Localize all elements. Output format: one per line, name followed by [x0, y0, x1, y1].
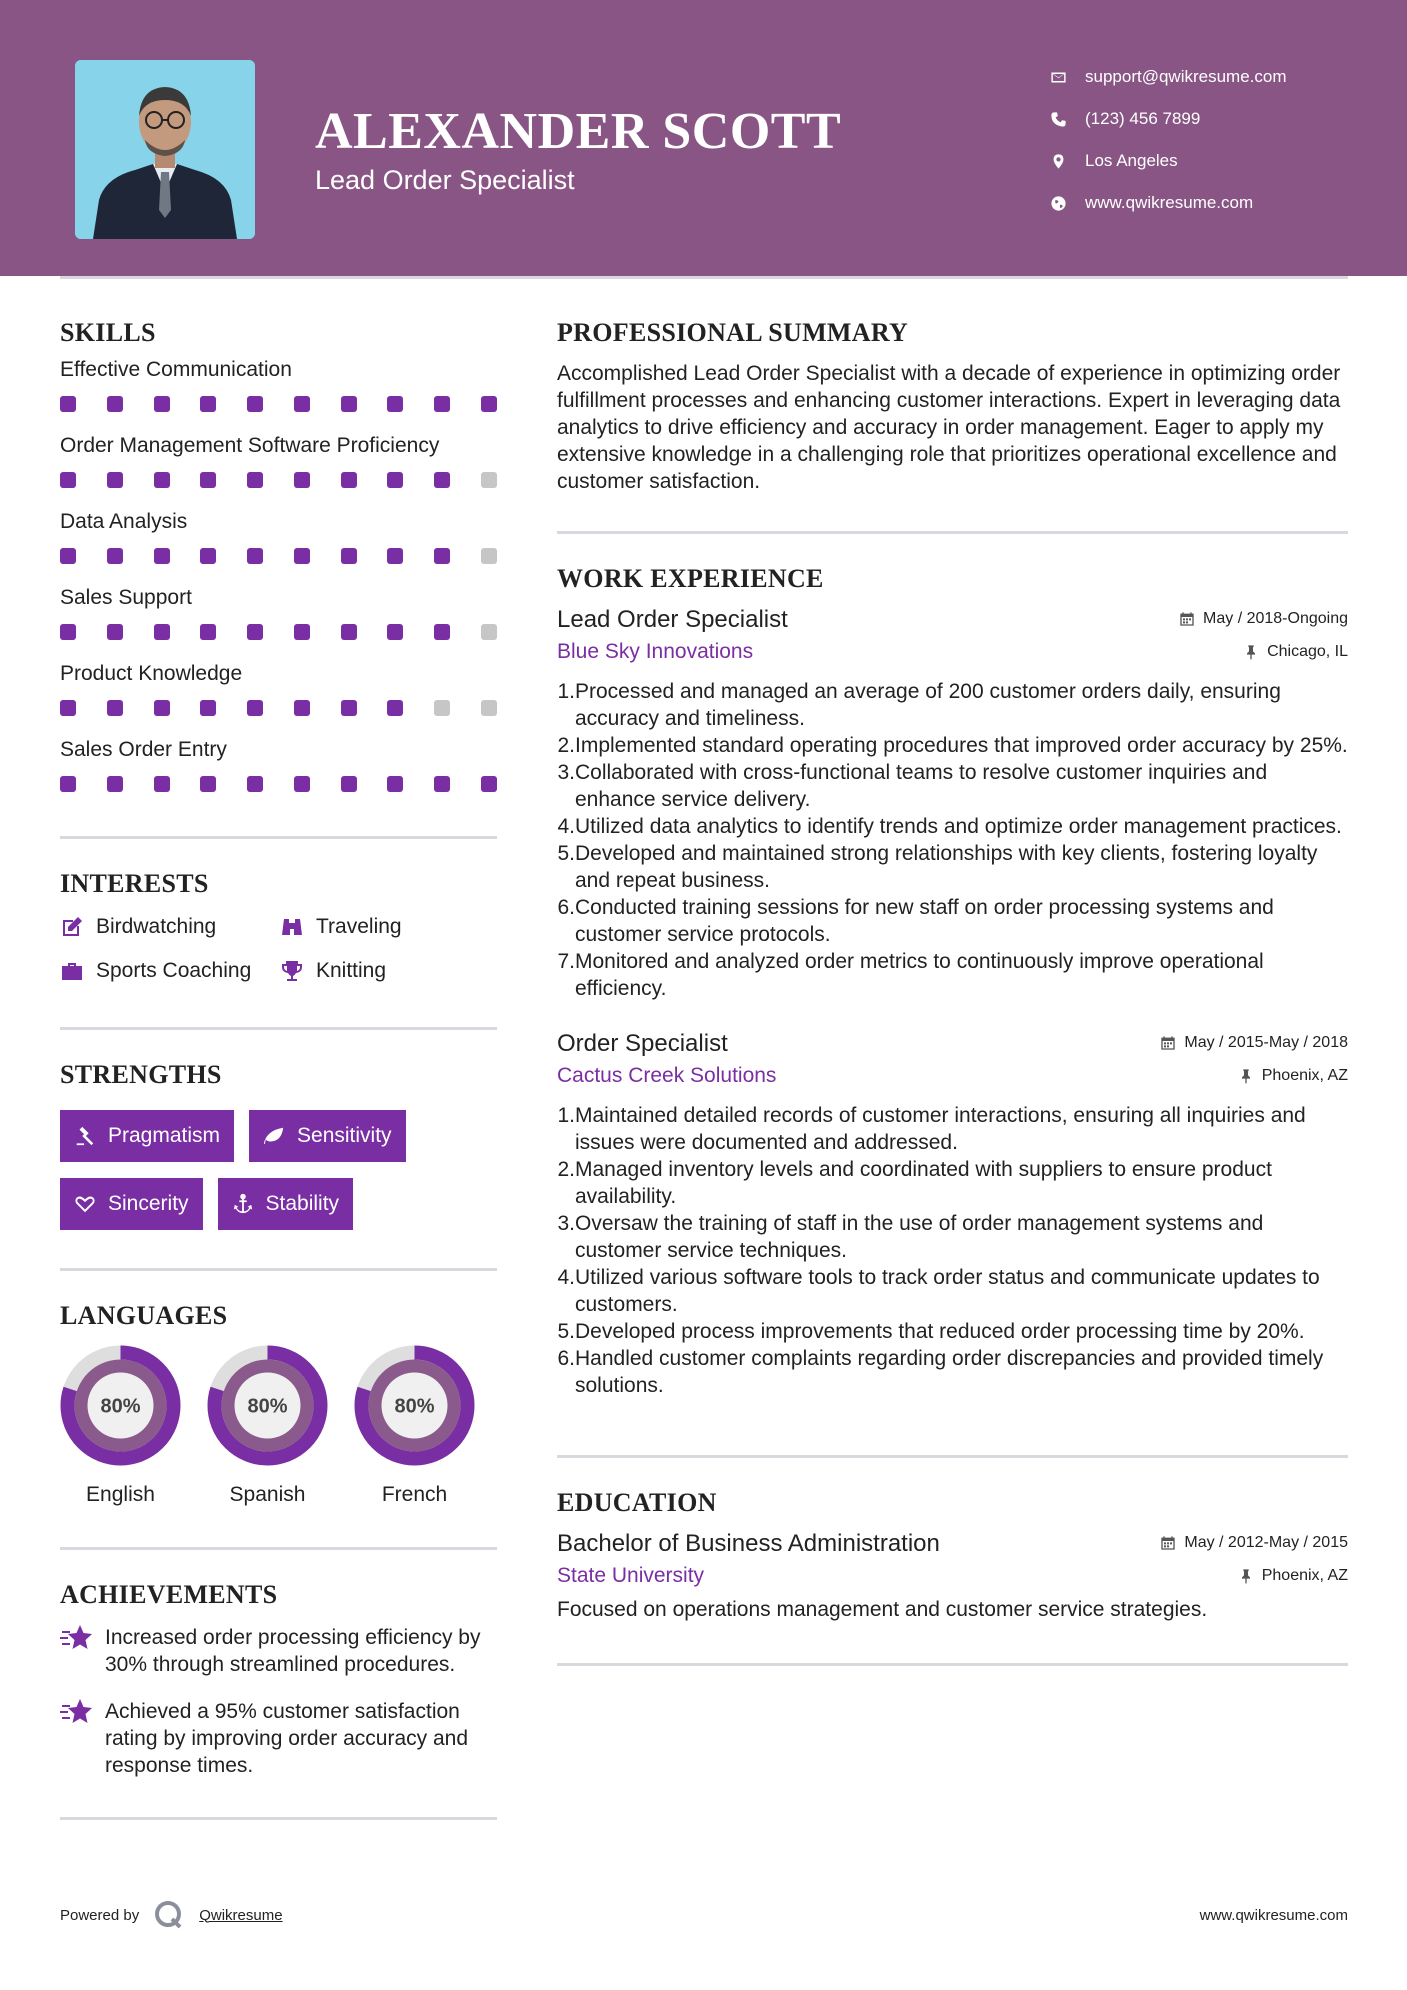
strength-tag [218, 1178, 354, 1230]
skill-name: Data Analysis [60, 510, 188, 533]
rating-dot-filled [107, 776, 123, 792]
skill-rating [60, 396, 497, 414]
skill-rating [60, 548, 497, 566]
pushpin-icon [1238, 1568, 1254, 1584]
section-divider [60, 836, 497, 839]
bullet-item [557, 759, 1348, 813]
rating-dot-filled [341, 624, 357, 640]
skill-name: Sales Support [60, 586, 192, 609]
bullet-item [557, 1102, 1348, 1156]
rating-dot-filled [434, 472, 450, 488]
bullet-text: Developed process improvements that reduced order processing time by 20%. [575, 1320, 1305, 1343]
contact-email[interactable] [1050, 56, 1380, 98]
contact-location-text: Los Angeles [1085, 151, 1178, 170]
rating-dot-filled [107, 472, 123, 488]
job-dates-text: May / 2015-May / 2018 [1184, 1034, 1348, 1051]
bullet-text: Collaborated with cross-functional teams to resolve customer inquiries and enhance service delivery. [575, 761, 1268, 811]
rating-dot-filled [294, 396, 310, 412]
left-column [60, 318, 497, 1820]
candidate-title: Lead Order Specialist [315, 165, 575, 195]
skill-rating [60, 472, 497, 490]
language-item [207, 1345, 328, 1507]
anchor-icon [232, 1193, 254, 1215]
strength-label: Sensitivity [297, 1124, 392, 1147]
bullet-item [557, 1318, 1348, 1345]
contact-list [1050, 56, 1380, 224]
bullet-item [557, 813, 1348, 840]
education-entry [557, 1530, 1348, 1623]
leaf-icon [263, 1125, 285, 1147]
education-location-text: Phoenix, AZ [1261, 1567, 1348, 1584]
bullet-number: 6. [557, 896, 575, 919]
rating-dot-filled [387, 548, 403, 564]
rating-dot-empty [481, 472, 497, 488]
bullet-text: Monitored and analyzed order metrics to continuously improve operational efficiency. [575, 950, 1264, 1000]
bullet-number: 5. [557, 842, 575, 865]
skill-rating [60, 624, 497, 642]
achievements-heading: ACHIEVEMENTS [60, 1580, 278, 1609]
bullet-item [557, 840, 1348, 894]
job-location [1238, 1067, 1348, 1085]
job-entry [557, 606, 1348, 1002]
strength-label: Stability [265, 1192, 340, 1215]
rating-dot-filled [60, 396, 76, 412]
trophy-icon [280, 959, 304, 983]
strength-tag [60, 1110, 234, 1162]
interest-item [280, 913, 500, 941]
page-footer [60, 1900, 1348, 1930]
language-name: Spanish [229, 1483, 306, 1506]
bullet-number: 4. [557, 815, 575, 838]
bullet-number: 4. [557, 1266, 575, 1289]
language-ring [354, 1345, 475, 1466]
rating-dot-filled [247, 548, 263, 564]
phone-icon [1050, 111, 1067, 128]
rating-dot-filled [481, 396, 497, 412]
rating-dot-filled [294, 624, 310, 640]
bullet-text: Handled customer complaints regarding order discrepancies and provided timely solutions. [575, 1347, 1324, 1397]
company-name: Cactus Creek Solutions [557, 1064, 777, 1087]
mail-icon [1050, 69, 1067, 86]
bullet-text: Conducted training sessions for new staff on order processing systems and customer service protocols. [575, 896, 1274, 946]
language-percent: 80% [394, 1395, 435, 1418]
education-description: Focused on operations management and customer service strategies. [557, 1598, 1208, 1621]
calendar-icon [1160, 1035, 1176, 1051]
job-dates-text: May / 2018-Ongoing [1203, 610, 1348, 627]
bullet-number: 1. [557, 1104, 575, 1127]
job-dates [1160, 1034, 1348, 1052]
pushpin-icon [1243, 644, 1259, 660]
rating-dot-filled [107, 548, 123, 564]
rating-dot-empty [481, 624, 497, 640]
bullet-number: 5. [557, 1320, 575, 1343]
rating-dot-filled [294, 700, 310, 716]
job-title: Order Specialist [557, 1030, 728, 1057]
rating-dot-filled [247, 776, 263, 792]
interests-heading: INTERESTS [60, 869, 209, 898]
rating-dot-filled [154, 700, 170, 716]
rating-dot-filled [60, 624, 76, 640]
contact-website-text: www.qwikresume.com [1085, 193, 1254, 212]
resume-header [0, 0, 1407, 276]
rating-dot-filled [387, 472, 403, 488]
achievement-text: Increased order processing efficiency by 30% through streamlined procedures. [105, 1626, 481, 1676]
education-heading: EDUCATION [557, 1488, 717, 1517]
bullet-text: Utilized data analytics to identify trends and optimize order management practices. [575, 815, 1342, 838]
brand-link[interactable]: Qwikresume [199, 1906, 283, 1924]
section-divider [557, 531, 1348, 534]
section-divider [557, 1455, 1348, 1458]
rating-dot-filled [434, 396, 450, 412]
job-bullets [557, 678, 1348, 1002]
rating-dot-filled [387, 624, 403, 640]
degree-title: Bachelor of Business Administration [557, 1530, 940, 1557]
bullet-item [557, 894, 1348, 948]
rating-dot-empty [481, 548, 497, 564]
bullet-number: 7. [557, 950, 575, 973]
contact-phone-text: (123) 456 7899 [1085, 109, 1201, 128]
interest-item [60, 957, 280, 985]
rating-dot-filled [60, 776, 76, 792]
achievement-text: Achieved a 95% customer satisfaction rating by improving order accuracy and response times. [105, 1700, 469, 1777]
rating-dot-filled [60, 472, 76, 488]
profile-photo [75, 60, 255, 239]
contact-location [1050, 140, 1380, 182]
skills-list [60, 358, 497, 794]
contact-phone[interactable] [1050, 98, 1380, 140]
language-percent: 80% [100, 1395, 141, 1418]
language-item [60, 1345, 181, 1507]
interest-label: Knitting [316, 959, 387, 982]
rating-dot-filled [247, 472, 263, 488]
rating-dot-filled [60, 548, 76, 564]
rating-dot-filled [60, 700, 76, 716]
rating-dot-filled [154, 396, 170, 412]
rating-dot-filled [154, 472, 170, 488]
rating-dot-filled [200, 776, 216, 792]
skill-rating [60, 700, 497, 718]
achievement-item [60, 1698, 497, 1779]
interest-label: Traveling [316, 915, 402, 938]
rating-dot-filled [107, 624, 123, 640]
binoculars-icon [280, 915, 304, 939]
right-column [557, 318, 1348, 1666]
languages-heading: LANGUAGES [60, 1301, 228, 1330]
rating-dot-filled [107, 700, 123, 716]
qwikresume-logo-icon [153, 1899, 185, 1931]
bullet-number: 2. [557, 1158, 575, 1181]
section-divider [60, 1268, 497, 1271]
interest-item [60, 913, 280, 941]
bullet-item [557, 1345, 1348, 1399]
language-name: English [86, 1483, 155, 1506]
experience-heading: WORK EXPERIENCE [557, 564, 824, 593]
bullet-text: Developed and maintained strong relationships with key clients, fostering loyalty and repeat business. [575, 842, 1318, 892]
skill-rating [60, 776, 497, 794]
rating-dot-filled [200, 548, 216, 564]
contact-email-text: support@qwikresume.com [1085, 67, 1287, 86]
pushpin-icon [1238, 1068, 1254, 1084]
bullet-text: Oversaw the training of staff in the use of order management systems and customer service techniques. [575, 1212, 1264, 1262]
section-divider [60, 1547, 497, 1550]
bullet-item [557, 1210, 1348, 1264]
rating-dot-filled [294, 472, 310, 488]
section-divider [60, 1817, 497, 1820]
education-dates-text: May / 2012-May / 2015 [1184, 1534, 1348, 1551]
heart-icon [74, 1193, 96, 1215]
bullet-number: 2. [557, 734, 575, 757]
bullet-text: Processed and managed an average of 200 customer orders daily, ensuring accuracy and timeliness. [575, 680, 1281, 730]
job-bullets [557, 1102, 1348, 1399]
summary-text: Accomplished Lead Order Specialist with a decade of experience in optimizing order fulfillment processes and enhancing customer interactions. Expert in leveraging data analytics to drive efficiency and accuracy in order management. Eager to apply my extensive knowledge in a challenging role that prioritizes operational excellence and customer satisfaction. [557, 362, 1341, 493]
bullet-item [557, 1156, 1348, 1210]
rating-dot-filled [154, 624, 170, 640]
summary-heading: PROFESSIONAL SUMMARY [557, 318, 909, 347]
job-location-text: Chicago, IL [1267, 643, 1348, 660]
strength-tag [60, 1178, 203, 1230]
bullet-number: 1. [557, 680, 575, 703]
strength-label: Sincerity [108, 1192, 189, 1215]
languages-list [60, 1345, 497, 1507]
bullet-item [557, 732, 1348, 759]
rating-dot-filled [434, 548, 450, 564]
bullet-item [557, 1264, 1348, 1318]
rating-dot-filled [247, 624, 263, 640]
achievement-item [60, 1624, 497, 1678]
bullet-number: 3. [557, 1212, 575, 1235]
education-location [1238, 1567, 1348, 1585]
rating-dot-filled [200, 472, 216, 488]
skill-name: Product Knowledge [60, 662, 243, 685]
achievements-list [60, 1624, 497, 1779]
rating-dot-filled [341, 776, 357, 792]
footer-url[interactable]: www.qwikresume.com [1199, 1906, 1348, 1924]
skill-name: Sales Order Entry [60, 738, 227, 761]
rating-dot-filled [107, 396, 123, 412]
language-ring [60, 1345, 181, 1466]
job-title: Lead Order Specialist [557, 606, 788, 633]
rating-dot-filled [387, 700, 403, 716]
job-location-text: Phoenix, AZ [1261, 1067, 1348, 1084]
calendar-icon [1179, 611, 1195, 627]
location-pin-icon [1050, 153, 1067, 170]
bullet-text: Managed inventory levels and coordinated with suppliers to ensure product availability. [575, 1158, 1272, 1208]
company-name: Blue Sky Innovations [557, 640, 754, 663]
job-location [1243, 643, 1348, 661]
skills-heading: SKILLS [60, 318, 156, 347]
rating-dot-filled [247, 700, 263, 716]
school-name: State University [557, 1564, 705, 1587]
language-ring [207, 1345, 328, 1466]
star-icon [60, 1624, 94, 1652]
job-entry [557, 1030, 1348, 1399]
rating-dot-filled [434, 776, 450, 792]
bullet-item [557, 948, 1348, 1002]
bullet-text: Utilized various software tools to track order status and communicate updates to customers. [575, 1266, 1320, 1316]
interest-item [280, 957, 500, 985]
powered-by [60, 1899, 283, 1931]
powered-label: Powered by [60, 1906, 140, 1924]
rating-dot-filled [434, 624, 450, 640]
rating-dot-filled [341, 700, 357, 716]
education-dates [1160, 1534, 1348, 1552]
section-divider [557, 1663, 1348, 1666]
edit-icon [60, 915, 84, 939]
rating-dot-filled [341, 396, 357, 412]
gavel-icon [74, 1125, 96, 1147]
rating-dot-filled [200, 700, 216, 716]
star-icon [60, 1698, 94, 1726]
bullet-text: Maintained detailed records of customer interactions, ensuring all inquiries and issues were documented and addressed. [575, 1104, 1306, 1154]
interests-list [60, 913, 497, 985]
strengths-list [60, 1110, 497, 1230]
skill-name: Effective Communication [60, 358, 292, 381]
interest-label: Birdwatching [96, 915, 217, 938]
skill-name: Order Management Software Proficiency [60, 434, 440, 457]
rating-dot-filled [387, 396, 403, 412]
rating-dot-empty [481, 700, 497, 716]
candidate-name: ALEXANDER SCOTT [315, 103, 842, 160]
rating-dot-filled [294, 776, 310, 792]
rating-dot-filled [481, 776, 497, 792]
language-percent: 80% [247, 1395, 288, 1418]
rating-dot-filled [200, 396, 216, 412]
rating-dot-filled [341, 472, 357, 488]
section-divider [60, 1027, 497, 1030]
globe-icon [1050, 195, 1067, 212]
bullet-text: Implemented standard operating procedures that improved order accuracy by 25%. [575, 734, 1348, 757]
rating-dot-filled [154, 776, 170, 792]
rating-dot-filled [341, 548, 357, 564]
language-name: French [381, 1483, 448, 1506]
bullet-item [557, 678, 1348, 732]
rating-dot-filled [247, 396, 263, 412]
rating-dot-filled [154, 548, 170, 564]
strength-label: Pragmatism [108, 1124, 221, 1147]
rating-dot-filled [200, 624, 216, 640]
calendar-icon [1160, 1535, 1176, 1551]
bullet-number: 6. [557, 1347, 575, 1370]
interest-label: Sports Coaching [96, 959, 252, 982]
strengths-heading: STRENGTHS [60, 1060, 222, 1089]
rating-dot-filled [294, 548, 310, 564]
rating-dot-empty [434, 700, 450, 716]
contact-website[interactable] [1050, 182, 1380, 224]
rating-dot-filled [387, 776, 403, 792]
language-item [354, 1345, 475, 1507]
briefcase-icon [60, 959, 84, 983]
strength-tag [249, 1110, 406, 1162]
job-dates [1179, 610, 1348, 628]
bullet-number: 3. [557, 761, 575, 784]
header-divider [60, 276, 1348, 279]
